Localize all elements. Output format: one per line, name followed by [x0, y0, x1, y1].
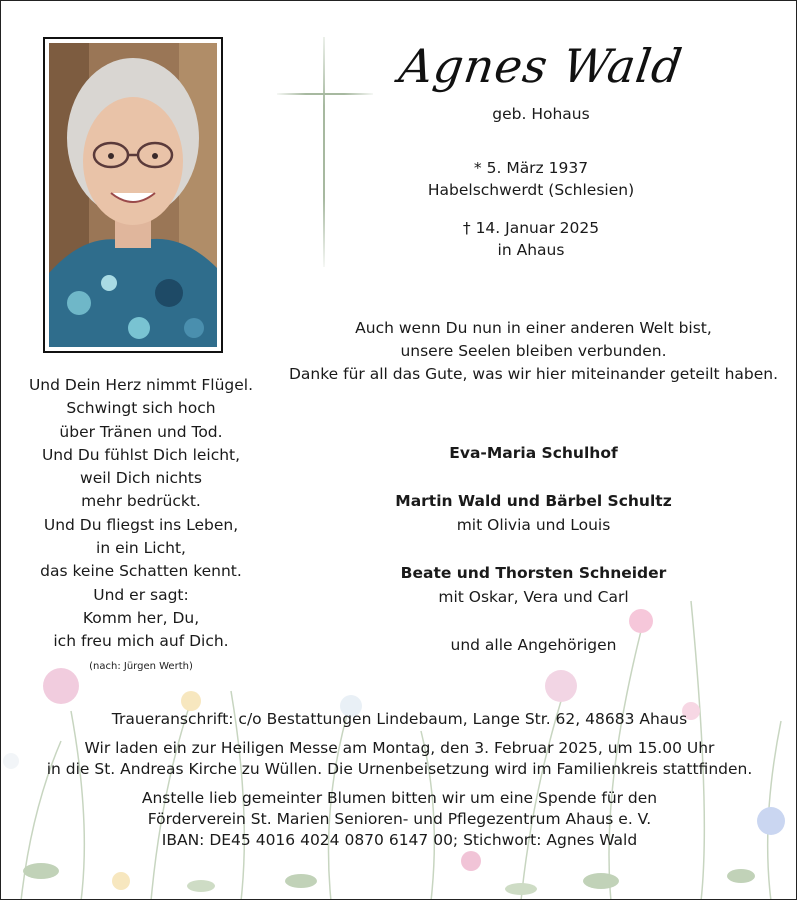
mass-invitation: Wir laden ein zur Heiligen Messe am Montag, den 3. Februar 2025, um 15.00 Uhr	[84, 739, 715, 757]
mourning-address: Traueranschrift: c/o Bestattungen Lindebaum, Lange Str. 62, 48683 Ahaus	[111, 710, 688, 728]
poem-line: über Tränen und Tod.	[59, 422, 223, 441]
donation-request: Anstelle lieb gemeinter Blumen bitten wir um eine Spende für den	[141, 789, 658, 807]
poem-credit: (nach: Jürgen Werth)	[89, 661, 193, 672]
poem-line: weil Dich nichts	[80, 469, 202, 488]
quote-line: Danke für all das Gute, was wir hier miteinander geteilt haben.	[288, 365, 779, 383]
family-all-relatives: und alle Angehörigen	[450, 636, 617, 654]
memorial-quote	[271, 317, 796, 386]
donation-request: Förderverein St. Marien Senioren- und Pflegezentrum Ahaus e. V.	[147, 810, 652, 828]
family-member-sub: mit Oskar, Vera und Carl	[438, 588, 629, 606]
family-member: Martin Wald und Bärbel Schultz	[395, 492, 672, 510]
cross-icon	[323, 37, 325, 267]
portrait-photo	[49, 43, 217, 347]
death-date: † 14. Januar 2025	[462, 219, 600, 237]
birth-info	[381, 157, 681, 201]
poem-line: ich freu mich auf Dich.	[53, 632, 229, 651]
poem-line: das keine Schatten kennt.	[40, 562, 242, 581]
family-member-sub: mit Olivia und Louis	[456, 516, 611, 534]
birth-date: * 5. März 1937	[473, 159, 589, 177]
cross-icon-bar	[277, 93, 373, 95]
death-place: in Ahaus	[497, 241, 565, 259]
death-info	[381, 217, 681, 261]
donation-iban: IBAN: DE45 4016 4024 0870 6147 00; Stichwort: Agnes Wald	[161, 831, 638, 849]
poem-line: Und Du fühlst Dich leicht,	[41, 445, 241, 464]
poem-line: Und Du fliegst ins Leben,	[43, 515, 239, 534]
family-member: Eva-Maria Schulhof	[449, 444, 618, 462]
birth-name: geb. Hohaus	[492, 105, 590, 123]
portrait-frame	[43, 37, 223, 353]
poem-line: in ein Licht,	[96, 539, 186, 558]
birth-place: Habelschwerdt (Schlesien)	[427, 181, 635, 199]
deceased-name: Agnes Wald	[395, 39, 687, 93]
family-member: Beate und Thorsten Schneider	[400, 564, 667, 582]
quote-line: unsere Seelen bleiben verbunden.	[400, 342, 667, 360]
quote-line: Auch wenn Du nun in einer anderen Welt bist,	[355, 319, 712, 337]
service-info	[1, 709, 797, 851]
poem-line: Und Dein Herz nimmt Flügel.	[28, 376, 254, 394]
mass-invitation: in die St. Andreas Kirche zu Wüllen. Die Urnenbeisetzung wird im Familienkreis stattfinden.	[46, 760, 753, 778]
poem-line: Komm her, Du,	[82, 608, 200, 627]
poem-line: Schwingt sich hoch	[66, 399, 216, 418]
poem-line: Und er sagt:	[93, 585, 189, 604]
poem-line: mehr bedrückt.	[81, 492, 201, 511]
